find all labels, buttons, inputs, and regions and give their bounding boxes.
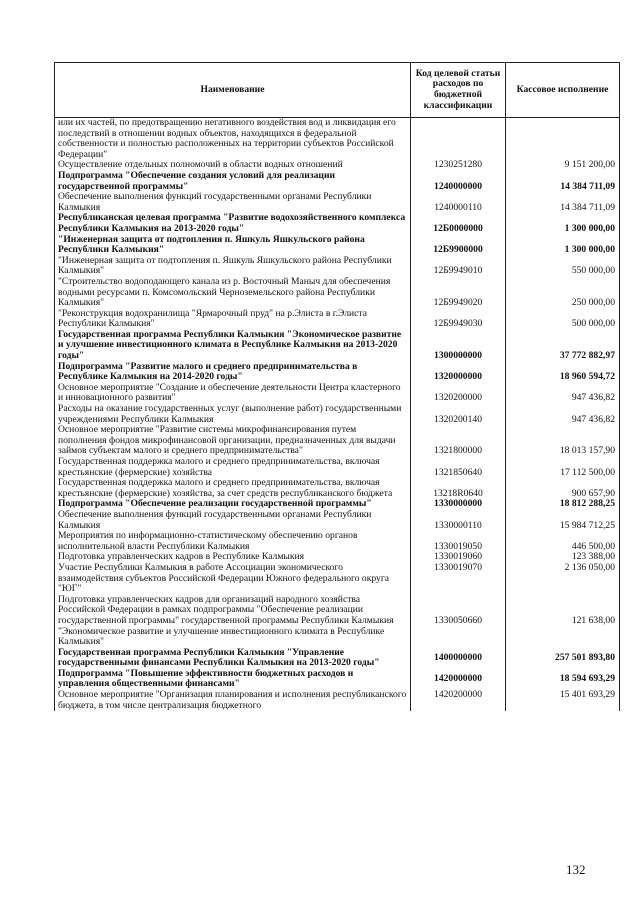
row-name: Подпрограмма "Обеспечение создания условий для реализации государственной программы"	[55, 171, 411, 192]
row-name: Обеспечение выполнения функций государственными органами Республики Калмыкия	[55, 192, 411, 213]
table-body	[55, 118, 620, 712]
table-row	[55, 235, 620, 256]
row-amount: 900 657,90	[506, 478, 620, 499]
row-code: 12Б9949010	[411, 256, 506, 277]
table-row	[55, 563, 620, 595]
row-amount: 257 501 893,80	[506, 648, 620, 669]
row-code: 1240000000	[411, 171, 506, 192]
header-name: Наименование	[55, 63, 411, 118]
table-row	[55, 404, 620, 425]
row-code: 13218R0640	[411, 478, 506, 499]
header-code: Код целевой статьи расходов по бюджетной классификации	[411, 63, 506, 118]
row-amount: 18 812 288,25	[506, 499, 620, 510]
row-name: Основное мероприятие "Развитие системы микрофинансирования путем пополнения фондов микрофинансовой организации, предназначенных для выдачи займов субъектам малого и среднего предпринимательства"	[55, 425, 411, 457]
row-code: 1321850640	[411, 457, 506, 478]
row-amount: 1 300 000,00	[506, 235, 620, 256]
row-code: 1420200000	[411, 690, 506, 711]
row-name: Основное мероприятие "Создание и обеспечение деятельности Центра кластерного и инновационного развития"	[55, 383, 411, 404]
row-amount: 1 300 000,00	[506, 213, 620, 234]
row-name: Республиканская целевая программа "Развитие водохозяйственного комплекса Республики Калмыкия на 2013-2020 годы"	[55, 213, 411, 234]
table-row	[55, 256, 620, 277]
row-code: 1320200000	[411, 383, 506, 404]
row-name: Расходы на оказание государственных услуг (выполнение работ) государственными учреждениями Республики Калмыкия	[55, 404, 411, 425]
row-code: 12Б9949020	[411, 277, 506, 309]
row-code: 1330019070	[411, 563, 506, 595]
row-code: 1400000000	[411, 648, 506, 669]
row-name: "Инженерная защита от подтопления п. Яшкуль Яшкульского района Республики Калмыкия"	[55, 235, 411, 256]
header-amount: Кассовое исполнение	[506, 63, 620, 118]
row-name: Подготовка управленческих кадров в Республике Калмыкия	[55, 552, 411, 563]
row-amount: 18 013 157,90	[506, 425, 620, 457]
table-row	[55, 425, 620, 457]
row-code: 1230251280	[411, 160, 506, 171]
table-row	[55, 118, 620, 161]
table-row	[55, 171, 620, 192]
row-code	[411, 118, 506, 161]
row-name: Обеспечение выполнения функций государственными органами Республики Калмыкия	[55, 510, 411, 531]
row-name: "Инженерная защита от подтопления п. Яшкуль Яшкульского района Республики Калмыкия"	[55, 256, 411, 277]
row-name: "Строительство водоподающего канала из р. Восточный Маныч для обеспечения водными ресурсами п. Комсомольский Черноземельского района Республики Калмыкия"	[55, 277, 411, 309]
row-name: Подпрограмма "Повышение эффективности бюджетных расходов и управления общественными финансами"	[55, 669, 411, 690]
table-row	[55, 277, 620, 309]
table-row	[55, 213, 620, 234]
table-row	[55, 510, 620, 531]
row-code: 12Б9949030	[411, 309, 506, 330]
table-row	[55, 690, 620, 711]
row-name: Подпрограмма "Развитие малого и среднего предпринимательства в Республике Калмыкия на 2014-2020 годы"	[55, 362, 411, 383]
table-row	[55, 362, 620, 383]
row-code: 1320200140	[411, 404, 506, 425]
table-row	[55, 531, 620, 552]
row-name: Государственная поддержка малого и среднего предпринимательства, включая крестьянские (фермерские) хозяйства, за счет средств республиканского бюджета	[55, 478, 411, 499]
row-name: Подготовка управленческих кадров для организаций народного хозяйства Российской Федерации в рамках подпрограммы "Обеспечение реализации государственной программы" государственной программы Республики Калмыкия "Экономическое развитие и улучшение инвестиционного климата в Республике Калмыкия"	[55, 595, 411, 648]
row-amount: 121 638,00	[506, 595, 620, 648]
row-amount: 947 436,82	[506, 383, 620, 404]
row-amount: 500 000,00	[506, 309, 620, 330]
table-row	[55, 669, 620, 690]
row-amount: 2 136 050,00	[506, 563, 620, 595]
row-amount: 14 384 711,09	[506, 171, 620, 192]
table-row	[55, 192, 620, 213]
table-row	[55, 648, 620, 669]
row-code: 1321800000	[411, 425, 506, 457]
row-name: Государственная программа Республики Калмыкия "Экономическое развитие и улучшение инвестиционного климата в Республике Калмыкия на 2013-2020 годы"	[55, 330, 411, 362]
row-code: 1420000000	[411, 669, 506, 690]
table-row	[55, 330, 620, 362]
row-code: 1330000110	[411, 510, 506, 531]
row-code: 1330019060	[411, 552, 506, 563]
row-code: 12Б9900000	[411, 235, 506, 256]
row-name: Участие Республики Калмыкия в работе Ассоциации экономического взаимодействия субъектов Российской Федерации Южного федерального округа "ЮГ"	[55, 563, 411, 595]
row-amount: 947 436,82	[506, 404, 620, 425]
table-row	[55, 595, 620, 648]
table-header-row	[55, 63, 620, 118]
row-amount: 15 401 693,29	[506, 690, 620, 711]
budget-table	[54, 62, 620, 711]
row-amount: 123 388,00	[506, 552, 620, 563]
table-row	[55, 478, 620, 499]
row-name: Осуществление отдельных полномочий в области водных отношений	[55, 160, 411, 171]
row-amount: 18 594 693,29	[506, 669, 620, 690]
row-name: Мероприятия по информационно-статистическому обеспечению органов исполнительной власти Республики Калмыкия	[55, 531, 411, 552]
row-code: 12Б0000000	[411, 213, 506, 234]
row-name: "Реконструкция водохранилища "Ярмарочный пруд" на р.Элиста в г.Элиста Республики Калмыкия"	[55, 309, 411, 330]
row-amount: 17 112 500,00	[506, 457, 620, 478]
row-code: 1330050660	[411, 595, 506, 648]
row-amount: 250 000,00	[506, 277, 620, 309]
row-amount: 9 151 200,00	[506, 160, 620, 171]
table-row	[55, 383, 620, 404]
row-name: или их частей, по предотвращению негативного воздействия вод и ликвидация его последствий в отношении водных объектов, находящихся в федеральной собственности и полностью расположенных на территории субъектов Российской Федерации"	[55, 118, 411, 161]
row-code: 1330000000	[411, 499, 506, 510]
row-amount: 14 384 711,09	[506, 192, 620, 213]
row-amount: 18 960 594,72	[506, 362, 620, 383]
page-number: 132	[566, 862, 586, 877]
row-amount	[506, 118, 620, 161]
row-code: 1300000000	[411, 330, 506, 362]
row-name: Основное мероприятие "Организация планирования и исполнения республиканского бюджета, в том числе централизация бюджетного	[55, 690, 411, 711]
row-amount: 446 500,00	[506, 531, 620, 552]
row-name: Подпрограмма "Обеспечение реализации государственной программы"	[55, 499, 411, 510]
table-row	[55, 309, 620, 330]
row-name: Государственная программа Республики Калмыкия "Управление государственными финансами Республики Калмыкия на 2013-2020 годы"	[55, 648, 411, 669]
row-amount: 15 984 712,25	[506, 510, 620, 531]
row-code: 1320000000	[411, 362, 506, 383]
row-name: Государственная поддержка малого и среднего предпринимательства, включая крестьянские (фермерские) хозяйства	[55, 457, 411, 478]
row-code: 1240000110	[411, 192, 506, 213]
row-amount: 550 000,00	[506, 256, 620, 277]
row-code: 1330019050	[411, 531, 506, 552]
row-amount: 37 772 882,97	[506, 330, 620, 362]
table-row	[55, 457, 620, 478]
